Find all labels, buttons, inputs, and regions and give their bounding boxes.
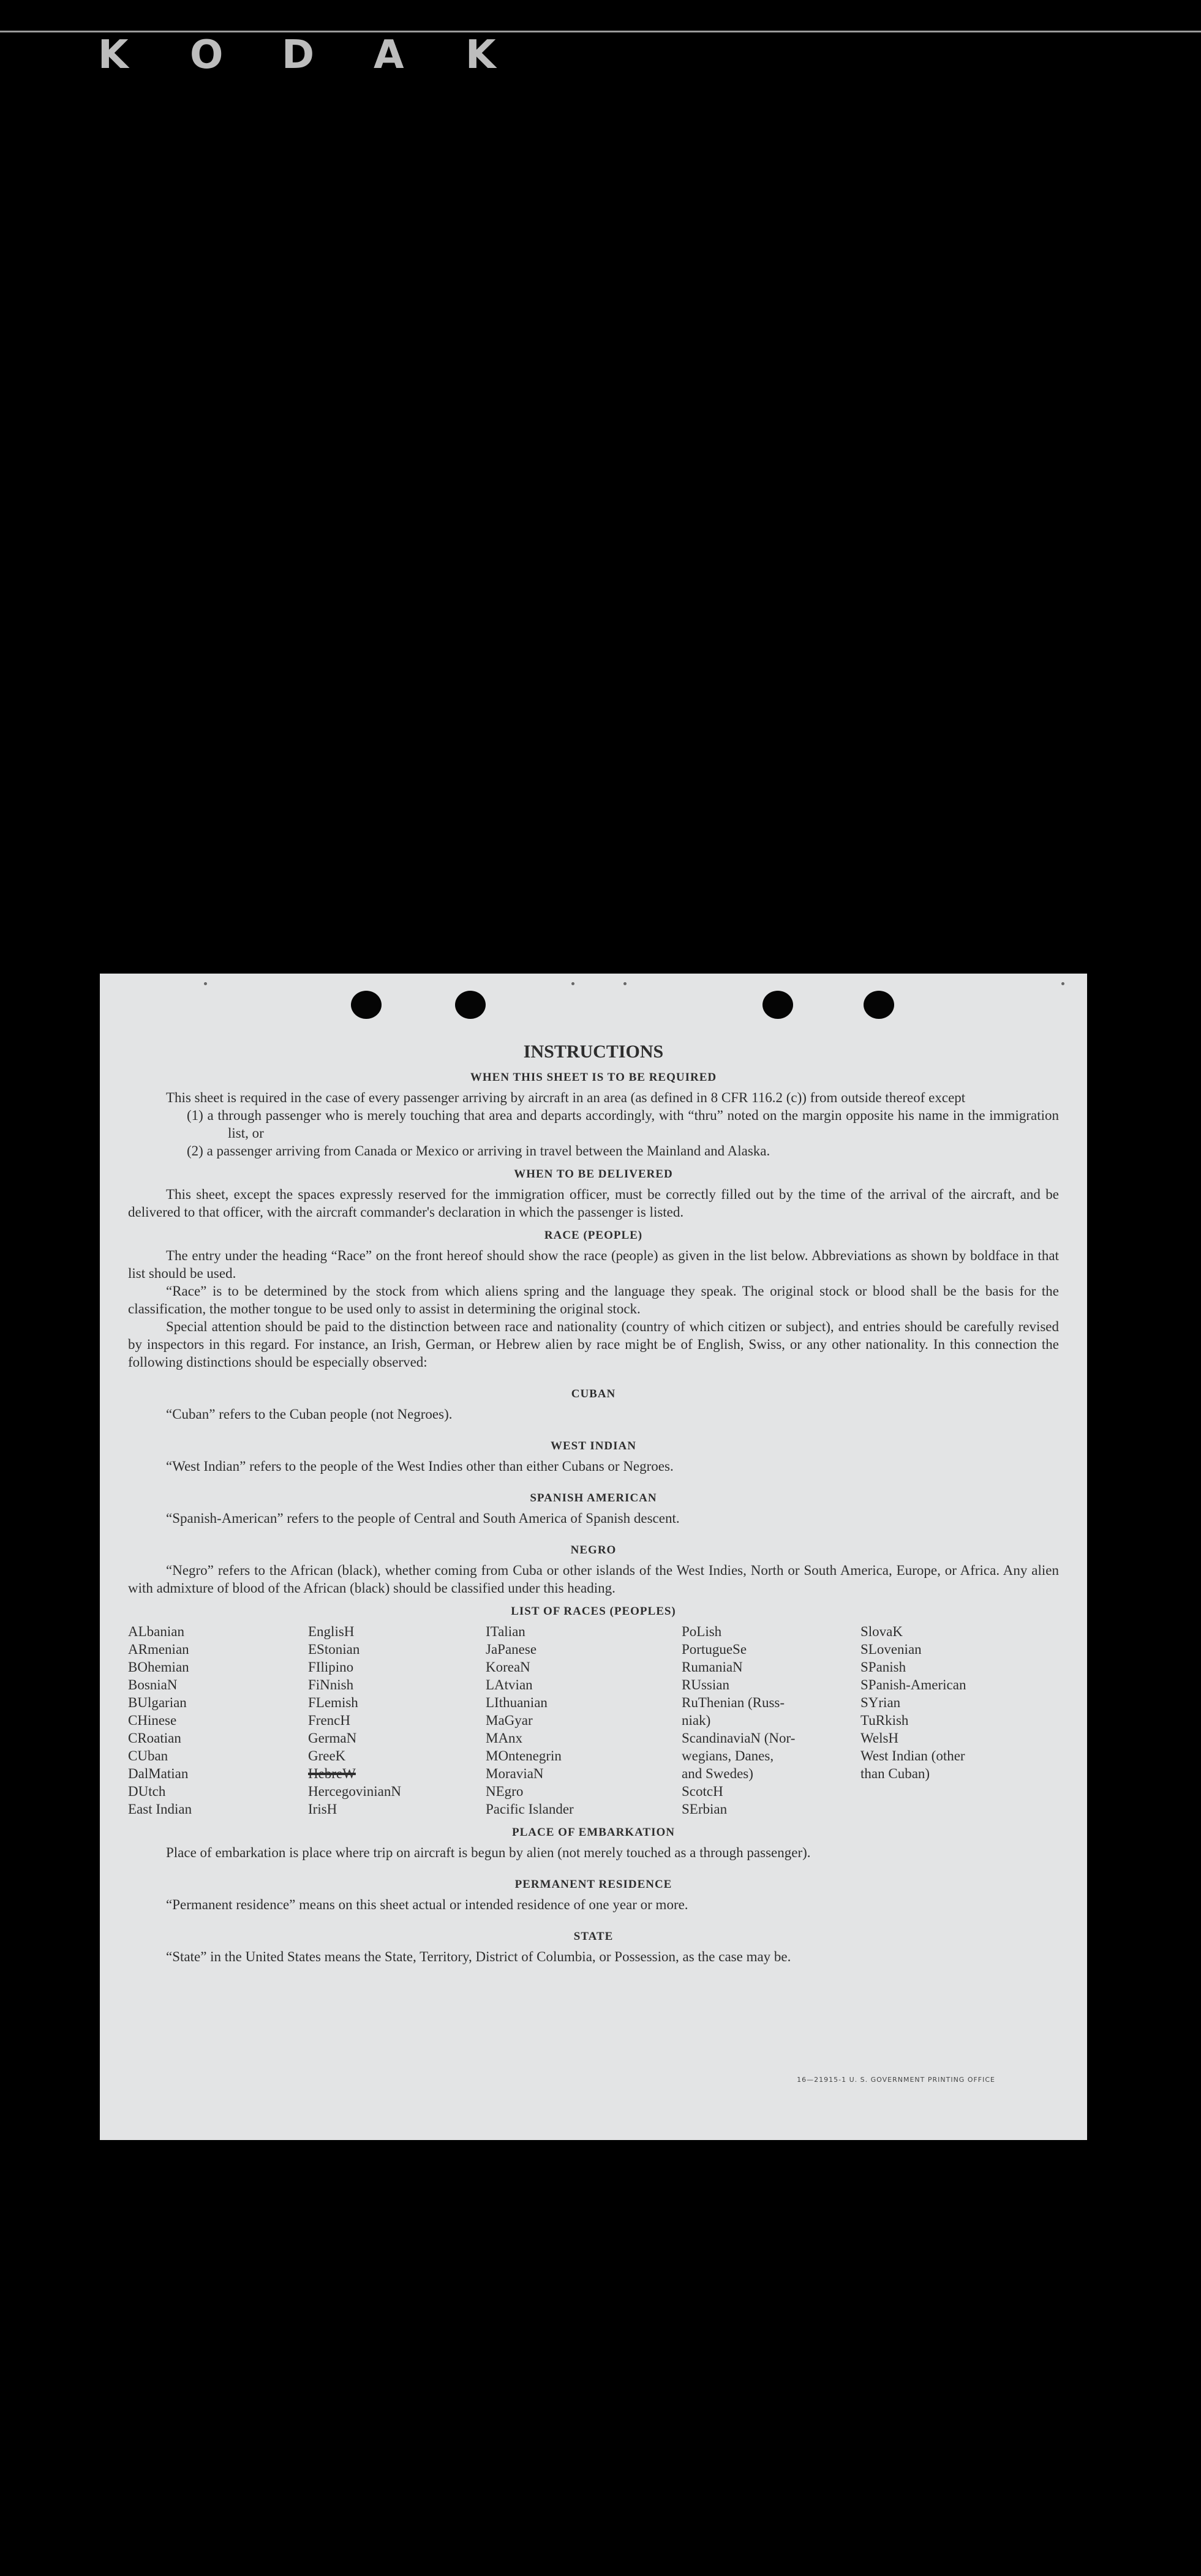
- section-heading-negro: NEGRO: [570, 1544, 617, 1556]
- film-edge-letter: O: [190, 32, 224, 78]
- race-entry: RUssian: [682, 1677, 729, 1692]
- exception-item-2: (2) a passenger arriving from Canada or Mexico or arriving in travel between the Mainland and Alaska.: [187, 1143, 770, 1158]
- race-entry: East Indian: [128, 1801, 192, 1817]
- race-entry: TuRkish: [860, 1713, 909, 1728]
- race-entry: LAtvian: [486, 1677, 533, 1692]
- race-paragraph-2: “Race” is to be determined by the stock from which aliens spring and the language they speak. The original stock or blood shall be the basis for the classification, the mother tongue to be used only to assist in determining the original stock.: [128, 1283, 1059, 1316]
- page-speck: [1061, 982, 1064, 985]
- film-edge-letter: A: [374, 32, 404, 78]
- film-edge-letter: K: [98, 32, 129, 78]
- document-page: [100, 974, 1087, 2140]
- race-entry: ALbanian: [128, 1624, 184, 1639]
- race-entry: FrencH: [308, 1713, 350, 1728]
- film-edge-letter: D: [282, 32, 315, 78]
- race-entry: DUtch: [128, 1784, 166, 1799]
- race-entry: WelsH: [860, 1730, 899, 1746]
- race-entry: PortugueSe: [682, 1642, 747, 1657]
- race-entry: KoreaN: [486, 1659, 530, 1675]
- race-entry: SErbian: [682, 1801, 728, 1817]
- race-entry: BOhemian: [128, 1659, 189, 1675]
- cuban-text: “Cuban” refers to the Cuban people (not Negroes).: [166, 1406, 453, 1422]
- race-entry: CUban: [128, 1748, 168, 1763]
- race-entry: PoLish: [682, 1624, 722, 1639]
- race-entry: BosniaN: [128, 1677, 178, 1692]
- race-entry: Pacific Islander: [486, 1801, 574, 1817]
- race-paragraph-3: Special attention should be paid to the distinction between race and nationality (country of which citizen or subject), and entries should be carefully revised by inspectors in this regard. For instance, an Irish, German, or Hebrew alien by race might be of English, Swiss, or any other nationality. In this connection the following distinctions should be especially observed:: [128, 1319, 1059, 1370]
- section-heading-race: RACE (PEOPLE): [544, 1229, 643, 1242]
- race-entry: GermaN: [308, 1730, 357, 1746]
- race-list-column: [486, 1623, 682, 1818]
- when-delivered-text: This sheet, except the spaces expressly reserved for the immigration officer, must be correctly filled out by the time of the arrival of the aircraft, and be delivered to that officer, with the aircraft commander's declaration in which the passenger is listed.: [128, 1187, 1059, 1220]
- punch-hole: [455, 991, 486, 1019]
- section-heading-residence: PERMANENT RESIDENCE: [514, 1878, 672, 1891]
- race-paragraph-1: The entry under the heading “Race” on the front hereof should show the race (people) as given in the list below. Abbreviations as shown by boldface in that list should be used.: [128, 1248, 1059, 1281]
- race-entry: West Indian (other than Cuban): [860, 1748, 965, 1781]
- embarkation-text: Place of embarkation is place where trip on aircraft is begun by alien (not merely touched as a through passenger).: [166, 1845, 811, 1860]
- race-list-table: [128, 1623, 1059, 1818]
- race-entry: MaGyar: [486, 1713, 533, 1728]
- page-title: INSTRUCTIONS: [523, 1042, 664, 1062]
- race-entry: SPanish-American: [860, 1677, 966, 1692]
- race-entry: FiNnish: [308, 1677, 354, 1692]
- race-list-column: [308, 1623, 486, 1818]
- when-required-intro: This sheet is required in the case of every passenger arriving by aircraft in an area (as defined in 8 CFR 116.2 (c)) from outside thereof except: [166, 1090, 966, 1105]
- race-entry: GreeK: [308, 1748, 346, 1763]
- section-heading-when-delivered: WHEN TO BE DELIVERED: [514, 1168, 673, 1181]
- race-entry-struck-out: HebreW: [308, 1766, 356, 1781]
- race-entry: ITalian: [486, 1624, 525, 1639]
- race-entry: SPanish: [860, 1659, 906, 1675]
- film-edge-letter: K: [465, 32, 496, 78]
- race-list-column: [682, 1623, 860, 1818]
- exception-item-1: (1) a through passenger who is merely touching that area and departs accordingly, with “thru” noted on the margin opposite his name in the immigration list, or: [187, 1108, 1059, 1141]
- race-entry: MoraviaN: [486, 1766, 544, 1781]
- race-entry: SYrian: [860, 1695, 901, 1710]
- punch-hole: [351, 991, 382, 1019]
- race-entry: ScandinaviaN (Nor- wegians, Danes, and Swedes): [682, 1730, 796, 1781]
- race-entry: FIlipino: [308, 1659, 354, 1675]
- state-text: “State” in the United States means the State, Territory, District of Columbia, or Possession, as the case may be.: [166, 1949, 791, 1964]
- race-entry: NEgro: [486, 1784, 524, 1799]
- section-heading-embarkation: PLACE OF EMBARKATION: [512, 1826, 675, 1839]
- page-speck: [204, 982, 207, 985]
- spanish-american-text: “Spanish-American” refers to the people of Central and South America of Spanish descent.: [166, 1511, 680, 1526]
- residence-text: “Permanent residence” means on this sheet actual or intended residence of one year or more.: [166, 1897, 688, 1912]
- race-entry: DalMatian: [128, 1766, 189, 1781]
- race-entry: CRoatian: [128, 1730, 181, 1746]
- race-entry: JaPanese: [486, 1642, 537, 1657]
- race-entry: ScotcH: [682, 1784, 723, 1799]
- race-entry: FLemish: [308, 1695, 358, 1710]
- race-list-column: [860, 1623, 1044, 1818]
- punch-hole: [864, 991, 894, 1019]
- race-entry: RumaniaN: [682, 1659, 743, 1675]
- race-entry: MOntenegrin: [486, 1748, 562, 1763]
- race-list-column: [128, 1623, 308, 1818]
- race-entry: MAnx: [486, 1730, 523, 1746]
- section-heading-state: STATE: [573, 1930, 614, 1943]
- page-speck: [623, 982, 627, 985]
- section-heading-cuban: CUBAN: [571, 1388, 616, 1400]
- race-entry: LIthuanian: [486, 1695, 548, 1710]
- race-entry: EnglisH: [308, 1624, 355, 1639]
- punch-hole: [762, 991, 793, 1019]
- printing-office-code: 16—21915-1 U. S. GOVERNMENT PRINTING OFFICE: [797, 2076, 995, 2084]
- page-speck: [571, 982, 574, 985]
- race-entry: RuThenian (Russ- niak): [682, 1695, 785, 1728]
- race-entry: SLovenian: [860, 1642, 922, 1657]
- film-edge-line: [0, 31, 1201, 32]
- section-heading-when-required: WHEN THIS SHEET IS TO BE REQUIRED: [470, 1071, 717, 1084]
- race-entry: ARmenian: [128, 1642, 189, 1657]
- section-heading-spanish-american: SPANISH AMERICAN: [530, 1492, 657, 1504]
- race-entry: CHinese: [128, 1713, 177, 1728]
- race-entry: BUlgarian: [128, 1695, 187, 1710]
- section-heading-west-indian: WEST INDIAN: [551, 1440, 636, 1452]
- negro-text: “Negro” refers to the African (black), whether coming from Cuba or other islands of the West Indies, North or South America, Europe, or Africa. Any alien with admixture of blood of the African (black) should be classified under this heading.: [128, 1563, 1059, 1596]
- race-entry: EStonian: [308, 1642, 360, 1657]
- race-entry: HercegovinianN: [308, 1784, 401, 1799]
- section-heading-list-of-races: LIST OF RACES (PEOPLES): [511, 1605, 676, 1618]
- instructions-body: [128, 1041, 1059, 1966]
- west-indian-text: “West Indian” refers to the people of the West Indies other than either Cubans or Negroes.: [166, 1459, 674, 1474]
- race-entry: SlovaK: [860, 1624, 903, 1639]
- race-entry: IrisH: [308, 1801, 337, 1817]
